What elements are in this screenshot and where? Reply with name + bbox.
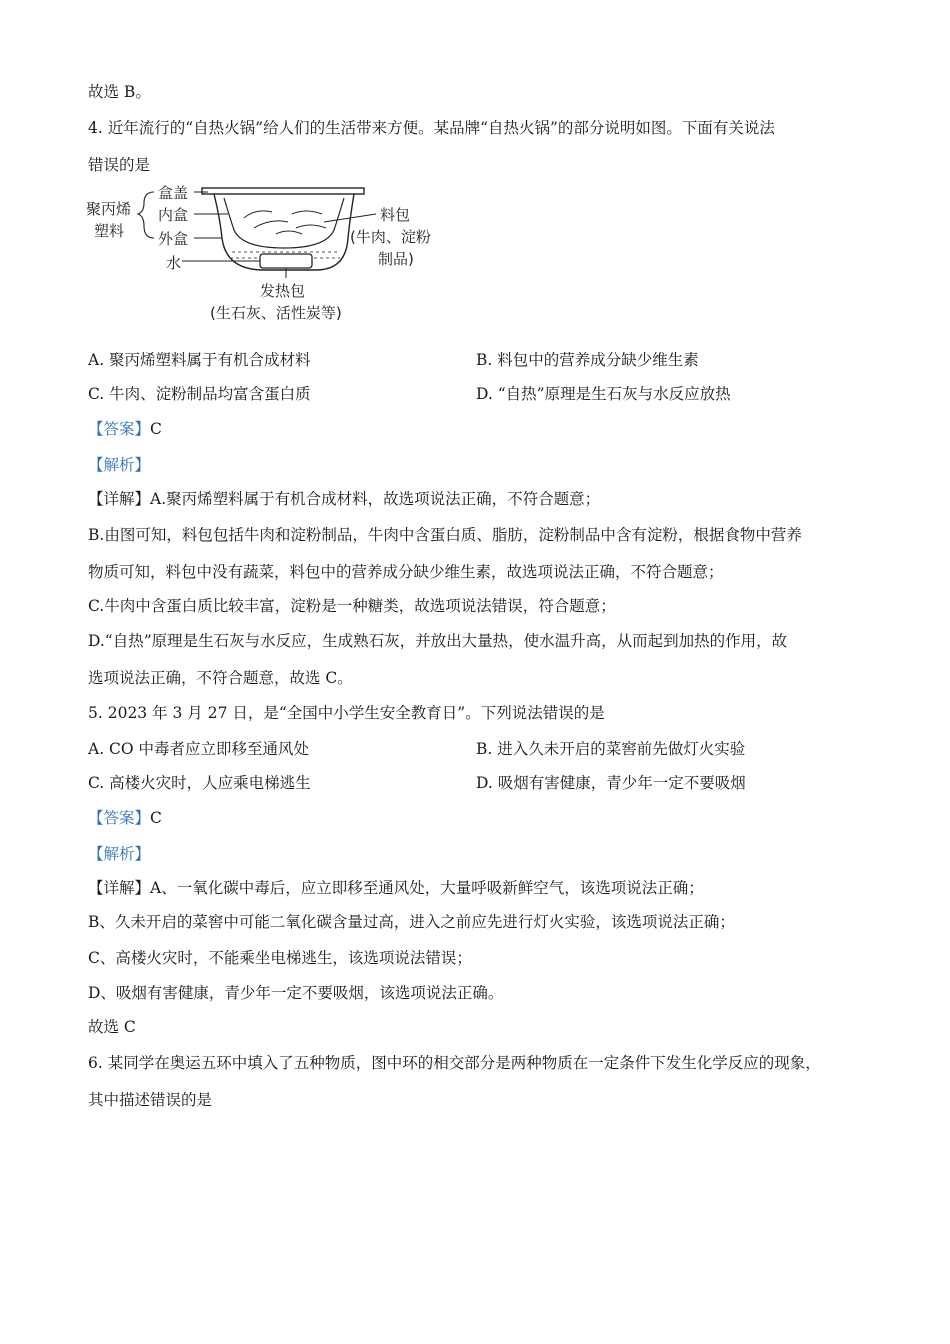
question-4-stem-cont: 错误的是 [88,156,151,174]
inner-box-shape [224,198,344,248]
option-d: D. 吸烟有害健康，青少年一定不要吸烟 [476,774,746,792]
label-heat-pack-detail: (生石灰、活性炭等) [210,304,342,322]
detail-line: D、吸烟有害健康，青少年一定不要吸烟，该选项说法正确。 [88,984,504,1002]
answer-line [88,419,162,439]
option-c: C. 高楼火灾时，人应乘电梯逃生 [88,774,311,792]
analysis-tag: 【解析】 [88,456,151,474]
label-water: 水 [166,254,182,272]
food-mark [292,211,322,214]
option-b: B. 进入久未开启的菜窖前先做灯火实验 [476,740,746,758]
option-a: A. CO 中毒者应立即移至通风处 [88,740,310,758]
detail-line: 选项说法正确，不符合题意，故选 C。 [88,669,353,687]
label-polypropylene: 聚丙烯 [86,200,132,218]
answer-line [88,808,162,828]
detail-line: B、久未开启的菜窖中可能二氧化碳含量过高，进入之前应先进行灯火实验，该选项说法正确； [88,913,735,931]
text-line: 故选 C [88,1018,136,1036]
answer-value: C [150,420,162,438]
text-line: 故选 B。 [88,83,151,101]
option-d: D. “自热”原理是生石灰与水反应放热 [476,385,731,403]
question-5-stem: 5. 2023 年 3 月 27 日，是“全国中小学生安全教育日”。下列说法错误的是 [88,704,605,722]
brace-mark [138,192,154,238]
lid-shape [202,188,364,194]
detail-line: C、高楼火灾时，不能乘坐电梯逃生，该选项说法错误； [88,949,472,967]
answer-tag: 【答案】 [88,809,151,827]
question-6-stem-cont: 其中描述错误的是 [88,1091,213,1109]
question-4-stem: 4. 近年流行的“自热火锅”给人们的生活带来方便。某品牌“自热火锅”的部分说明如图。下面有关说法 [88,119,775,137]
detail-tag: 【详解】 [88,879,151,897]
label-ingredient-pack-detail-cont: 制品) [378,250,414,268]
food-mark [244,211,272,218]
label-ingredient-pack: 料包 [380,206,411,224]
label-outer-box: 外盒 [158,230,189,248]
food-mark [276,231,302,234]
detail-line: B.由图可知，料包包括牛肉和淀粉制品，牛肉中含蛋白质、脂肪，淀粉制品中含有淀粉，根据食物中营养 [88,526,802,544]
detail-line: 【详解】A、一氧化碳中毒后，应立即移至通风处，大量呼吸新鲜空气，该选项说法正确； [88,879,704,897]
label-lid: 盒盖 [158,184,189,202]
detail-tag: 【详解】 [88,490,151,508]
label-heat-pack: 发热包 [260,282,306,300]
question-6-stem: 6. 某同学在奥运五环中填入了五种物质，图中环的相交部分是两种物质在一定条件下发生化学反应的现象， [88,1054,821,1072]
label-inner-box: 内盒 [158,206,189,224]
answer-value: C [150,809,162,827]
food-mark [296,225,326,228]
self-heating-hotpot-diagram [84,178,464,328]
detail-line: D.“自热”原理是生石灰与水反应，生成熟石灰，并放出大量热，使水温升高，从而起到加热的作用，故 [88,632,788,650]
label-plastic: 塑料 [94,222,125,240]
answer-tag: 【答案】 [88,420,151,438]
detail-line: 【详解】A.聚丙烯塑料属于有机合成材料，故选项说法正确，不符合题意； [88,490,601,508]
detail-line: C.牛肉中含蛋白质比较丰富，淀粉是一种糖类，故选项说法错误，符合题意； [88,597,616,615]
label-ingredient-pack-detail: (牛肉、淀粉 [350,228,431,246]
food-mark [254,221,288,228]
analysis-tag: 【解析】 [88,845,151,863]
detail-line: 物质可知，料包中没有蔬菜，料包中的营养成分缺少维生素，故选项说法正确，不符合题意； [88,563,724,581]
option-b: B. 料包中的营养成分缺少维生素 [476,351,699,369]
option-a: A. 聚丙烯塑料属于有机合成材料 [88,351,311,369]
heat-pack-shape [260,254,312,268]
option-c: C. 牛肉、淀粉制品均富含蛋白质 [88,385,311,403]
